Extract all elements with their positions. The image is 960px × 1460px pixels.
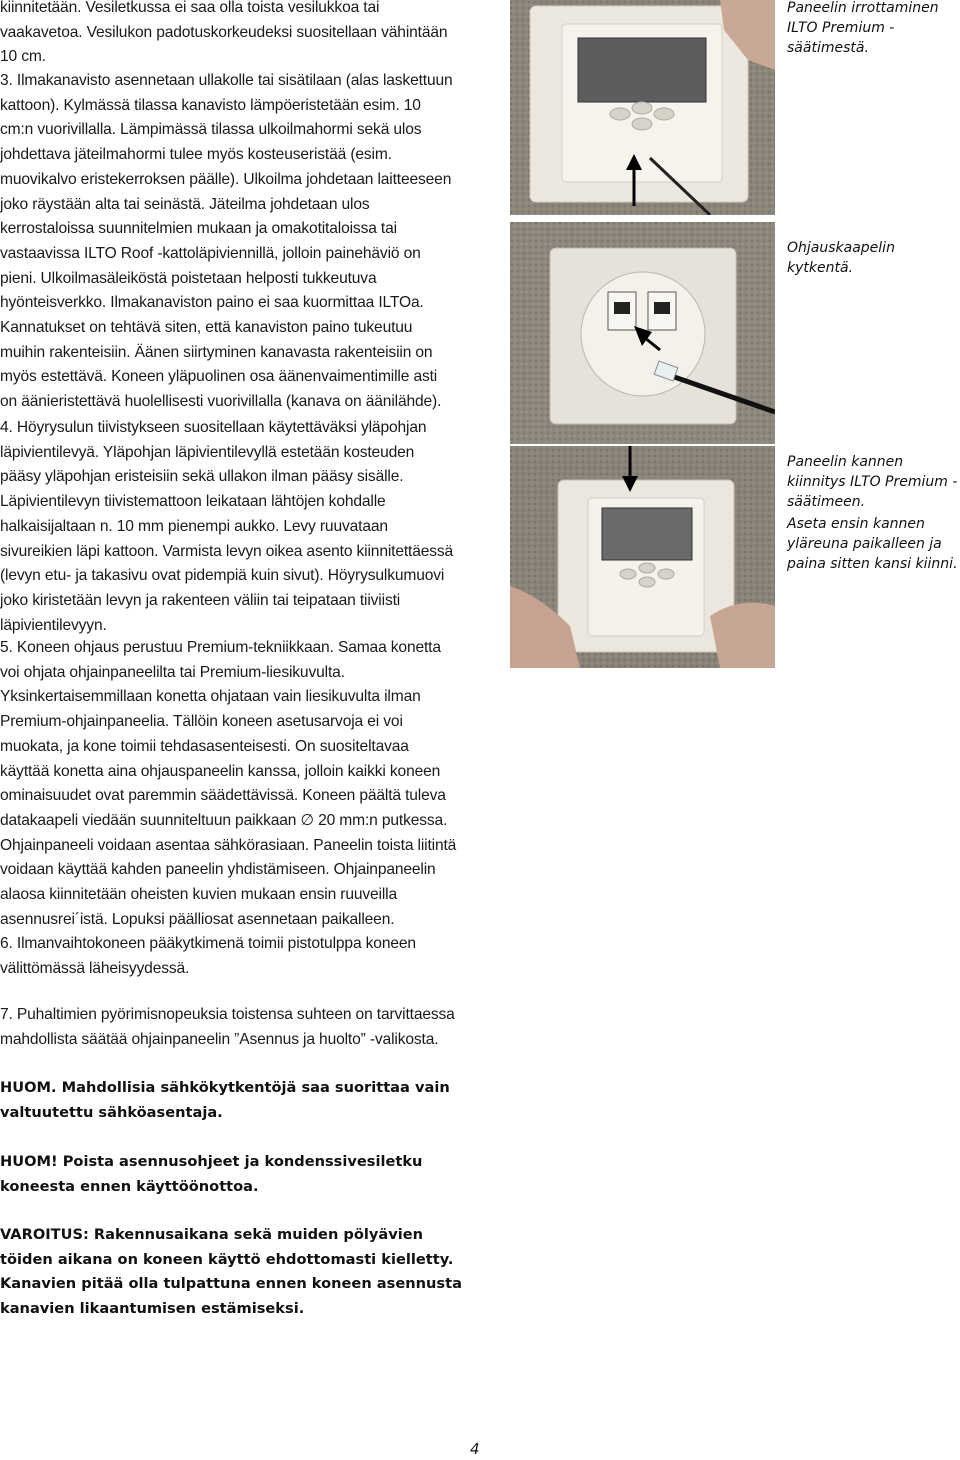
paragraph-intro: kiinnitetään. Vesiletkussa ei saa olla toista vesilukkoa tai vaakavetoa. Vesilukon padotuskorkeudeksi suositellaan vähintään 10 cm. [0,0,448,66]
paragraph-6-main-switch: 6. Ilmanvaihtokoneen pääkytkimenä toimii pistotulppa koneen välittömässä läheisyydessä. [0,935,416,977]
paragraph-7-fan-speeds: 7. Puhaltimien pyörimisnopeuksia toistensa suhteen on tarvittaessa mahdollista säätää ohjainpaneelin ”Asennus ja huolto” -valikosta. [0,1006,455,1048]
caption-cover-attach-instructions: Aseta ensin kannen yläreuna paikalleen ja paina sitten kansi kiinni. [787,516,958,572]
photo-cover-attach [510,446,775,668]
caption-panel-removal: Paneelin irrottaminen ILTO Premium -säätimestä. [787,0,939,56]
notice-huom-remove-instructions: HUOM! Poista asennusohjeet ja kondenssivesiletku koneesta ennen käyttöönottoa. [0,1153,423,1195]
photo-panel-removal [510,0,775,215]
paragraph-3-duct-installation: 3. Ilmakanavisto asennetaan ullakolle tai sisätilaan (alas laskettuun kattoon). Kylmässä tilassa kanavisto lämpöeristetään esim. 10 cm:n vuorivillalla. Lämpimässä tilassa ulkoilmahormi sekä ulos johdettava jäteilmahormi tulee myös kosteuseristää (esim. muovikalvo eristekerroksen päälle). Ulkoilma johdetaan laitteeseen joko räystään alta tai seinästä. Jäteilma johdetaan ulos kerrostaloissa suunnitelmien mukaan ja omakotitaloissa tai vastaavissa ILTO Roof -kattoläpiviennillä, jolloin painehäviö on pieni. Ulkoilmasäleiköstä poistetaan helposti tukkeutuva hyönteisverkko. Ilmakanaviston paino ei saa kuormittaa ILTOa. Kannatukset on tehtävä siten, että kanaviston paino tukeutuu muihin rakenteisiin. Äänen siirtyminen kanavasta rakenteisiin on myös estettävä. Koneen yläpuolinen osa äänenvaimentimille asti on äänieristettävä huolellisesti vuorivillalla (kanava on äänilähde). [0,72,453,411]
page-number: 4 [470,1440,480,1458]
paragraph-4-vapour-barrier: 4. Höyrysulun tiivistykseen suositellaan käytettäväksi yläpohjan läpivientilevyä. Yläpohjan läpivientilevyllä estetään kosteuden pääsy yläpohjan eristeisiin sekä ullakon ilman pääsy sisälle. Läpivientilevyn tiivistemattoon leikataan lähtöjen kohdalle halkaisijaltaan n. 10 mm pienempi aukko. Levy ruuvataan sivureikien läpi kattoon. Varmista levyn oikea asento kiinnitettäessä (levyn etu- ja takasivu ovat pidempiä kuin sivut). Höyrysulkumuovi joko kiristetään levyn ja rakenteen väliin tai teipataan tiiviisti läpivientilevyyn. [0,419,454,634]
notice-varoitus: VAROITUS: Rakennusaikana sekä muiden pölyävien töiden aikana on koneen käyttö ehdottomasti kielletty. Kanavien pitää olla tulpattuna ennen koneen asennusta kanavien likaantumisen estämiseksi. [0,1226,462,1317]
paragraph-5-control: 5. Koneen ohjaus perustuu Premium-tekniikkaan. Samaa konetta voi ohjata ohjainpaneelilta tai Premium-liesikuvulta. Yksinkertaisemmillaan konetta ohjataan vain liesikuvulta ilman Premium-ohjainpaneelia. Tällöin koneen asetusarvoja ei voi muokata, ja kone toimii tehdasasenteisesti. On suositeltavaa käyttää konetta aina ohjauspaneelin kanssa, jolloin kaikki koneen ominaisuudet ovat paremmin säädettävissä. Koneen päältä tuleva datakaapeli viedään suunniteltuun paikkaan ∅ 20 mm:n putkessa. Ohjainpaneeli voidaan asentaa sähkörasiaan. Paneelin toista liitintä voidaan käyttää kahden paneelin yhdistämiseen. Ohjainpaneelin alaosa kiinnitetään oheisten kuvien mukaan ensin ruuveilla asennusrei´istä. Lopuksi päälliosat asennetaan paikalleen. [0,639,457,928]
caption-cover-attach: Paneelin kannen kiinnitys ILTO Premium -säätimeen. [787,454,958,510]
notice-huom-electrical: HUOM. Mahdollisia sähkökytkentöjä saa suorittaa vain valtuutettu sähköasentaja. [0,1079,450,1121]
caption-cable-connection: Ohjauskaapelin kytkentä. [787,240,895,276]
photo-cable-connection [510,222,775,444]
